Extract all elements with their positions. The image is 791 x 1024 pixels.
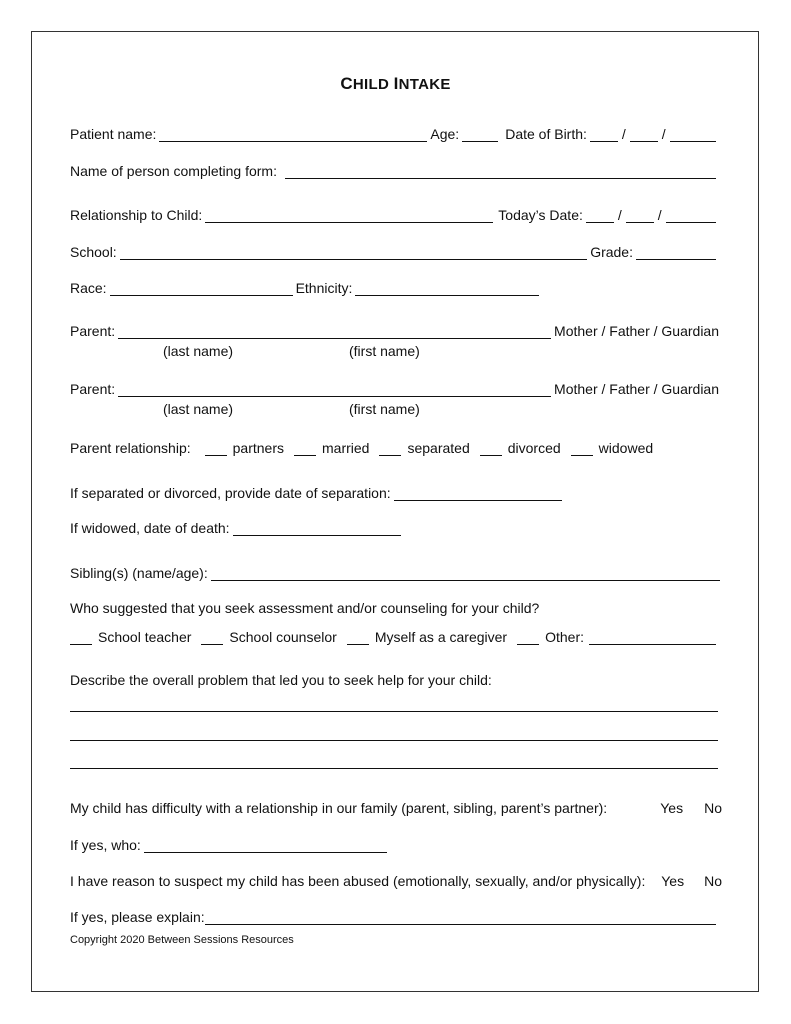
option-school-teacher[interactable] — [70, 629, 191, 645]
option-school-counselor[interactable] — [201, 629, 336, 645]
separated-label: separated — [407, 440, 470, 456]
form-title: CHILD INTAKE — [340, 74, 451, 93]
parent-2-last-name-hint: (last name) — [163, 401, 234, 417]
siblings-label: Sibling(s) (name/age): — [70, 565, 208, 581]
death-row — [70, 516, 719, 536]
partners-checkbox[interactable] — [205, 440, 227, 456]
if-yes-who-label: If yes, who: — [70, 837, 141, 853]
copyright-notice: Copyright 2020 Between Sessions Resources — [70, 934, 294, 946]
patient-name-row — [70, 122, 719, 142]
option-divorced[interactable] — [480, 440, 561, 456]
race-label: Race: — [70, 280, 107, 296]
divorced-label: divorced — [507, 440, 561, 456]
explain-row — [70, 905, 719, 925]
separated-checkbox[interactable] — [379, 440, 401, 456]
difficulty-yes[interactable]: Yes — [660, 800, 684, 816]
married-checkbox[interactable] — [294, 440, 316, 456]
parent-2-first-name-hint: (first name) — [349, 401, 420, 417]
option-married[interactable] — [294, 440, 369, 456]
ethnicity-field[interactable] — [355, 280, 539, 296]
siblings-row — [70, 561, 723, 581]
completer-row — [70, 159, 719, 179]
option-separated[interactable] — [379, 440, 469, 456]
school-field[interactable] — [120, 244, 587, 260]
problem-question: Describe the overall problem that led you to seek help for your child: — [70, 672, 492, 688]
explain-field[interactable] — [205, 909, 716, 925]
widowed-label: widowed — [598, 440, 654, 456]
grade-label: Grade: — [590, 244, 633, 260]
relationship-label: Relationship to Child: — [70, 207, 203, 223]
dob-day-field[interactable] — [630, 126, 658, 142]
relationship-field[interactable] — [205, 207, 493, 223]
parent-1-role-options[interactable]: Mother / Father / Guardian — [554, 323, 719, 339]
today-month-field[interactable] — [586, 207, 614, 223]
school-label: School: — [70, 244, 117, 260]
parent-2-label: Parent: — [70, 381, 116, 397]
death-date-field[interactable] — [233, 520, 401, 536]
parent-1-first-name-hint: (first name) — [349, 343, 420, 359]
dob-slash-2: / — [661, 126, 666, 142]
parent-1-field[interactable] — [118, 323, 551, 339]
difficulty-question: My child has difficulty with a relationship in our family (parent, sibling, parent’s partner): — [70, 800, 608, 816]
if-yes-who-row — [70, 833, 719, 853]
suggested-question-row — [70, 596, 719, 616]
option-widowed[interactable] — [571, 440, 653, 456]
parent-2-field[interactable] — [118, 381, 551, 397]
explain-label: If yes, please explain: — [70, 909, 205, 925]
myself-caregiver-checkbox[interactable] — [347, 629, 369, 645]
completer-field[interactable] — [285, 163, 716, 179]
married-label: married — [322, 440, 370, 456]
school-teacher-label: School teacher — [98, 629, 192, 645]
age-field[interactable] — [462, 126, 498, 142]
parent-relationship-label: Parent relationship: — [70, 440, 191, 456]
today-year-field[interactable] — [666, 207, 716, 223]
difficulty-no[interactable]: No — [704, 800, 722, 816]
abuse-no[interactable]: No — [704, 873, 722, 889]
parent-relationship-row — [70, 436, 719, 456]
if-yes-who-field[interactable] — [144, 837, 387, 853]
problem-line-2[interactable] — [70, 740, 718, 741]
myself-caregiver-label: Myself as a caregiver — [374, 629, 508, 645]
school-teacher-checkbox[interactable] — [70, 629, 92, 645]
race-field[interactable] — [110, 280, 293, 296]
widowed-checkbox[interactable] — [571, 440, 593, 456]
difficulty-row — [70, 796, 722, 816]
abuse-question: I have reason to suspect my child has been abused (emotionally, sexually, and/or physically): — [70, 873, 646, 889]
abuse-yes[interactable]: Yes — [661, 873, 685, 889]
ethnicity-label: Ethnicity: — [295, 280, 353, 296]
suggested-options-row — [70, 625, 719, 645]
grade-field[interactable] — [636, 244, 716, 260]
dob-slash-1: / — [621, 126, 626, 142]
parent-1-last-name-hint: (last name) — [163, 343, 234, 359]
option-other[interactable] — [517, 629, 584, 645]
other-label: Other: — [545, 629, 584, 645]
separation-label: If separated or divorced, provide date of separation: — [70, 485, 391, 501]
patient-name-label: Patient name: — [70, 126, 157, 142]
problem-line-3[interactable] — [70, 768, 718, 769]
patient-name-field[interactable] — [159, 126, 427, 142]
abuse-row — [70, 869, 722, 889]
parent-2-row — [70, 377, 719, 397]
separation-row — [70, 481, 719, 501]
dob-year-field[interactable] — [670, 126, 716, 142]
suggested-question: Who suggested that you seek assessment and/or counseling for your child? — [70, 600, 540, 616]
today-day-field[interactable] — [626, 207, 654, 223]
relationship-row — [70, 203, 719, 223]
problem-question-row — [70, 668, 719, 688]
parent-1-row — [70, 319, 719, 339]
age-label: Age: — [430, 126, 460, 142]
option-myself-caregiver[interactable] — [347, 629, 507, 645]
dob-label: Date of Birth: — [505, 126, 587, 142]
option-partners[interactable] — [205, 440, 284, 456]
separation-date-field[interactable] — [394, 485, 562, 501]
divorced-checkbox[interactable] — [480, 440, 502, 456]
parent-1-label: Parent: — [70, 323, 116, 339]
race-row — [70, 276, 719, 296]
siblings-field[interactable] — [211, 565, 720, 581]
today-slash-2: / — [657, 207, 662, 223]
other-checkbox[interactable] — [517, 629, 539, 645]
completer-label: Name of person completing form: — [70, 163, 277, 179]
dob-month-field[interactable] — [590, 126, 618, 142]
other-field[interactable] — [589, 629, 716, 645]
school-counselor-checkbox[interactable] — [201, 629, 223, 645]
todays-date-label: Today’s Date: — [498, 207, 583, 223]
problem-line-1[interactable] — [70, 711, 718, 712]
death-label: If widowed, date of death: — [70, 520, 230, 536]
school-counselor-label: School counselor — [229, 629, 337, 645]
today-slash-1: / — [617, 207, 622, 223]
school-row — [70, 240, 719, 260]
partners-label: partners — [232, 440, 284, 456]
parent-2-role-options[interactable]: Mother / Father / Guardian — [554, 381, 719, 397]
